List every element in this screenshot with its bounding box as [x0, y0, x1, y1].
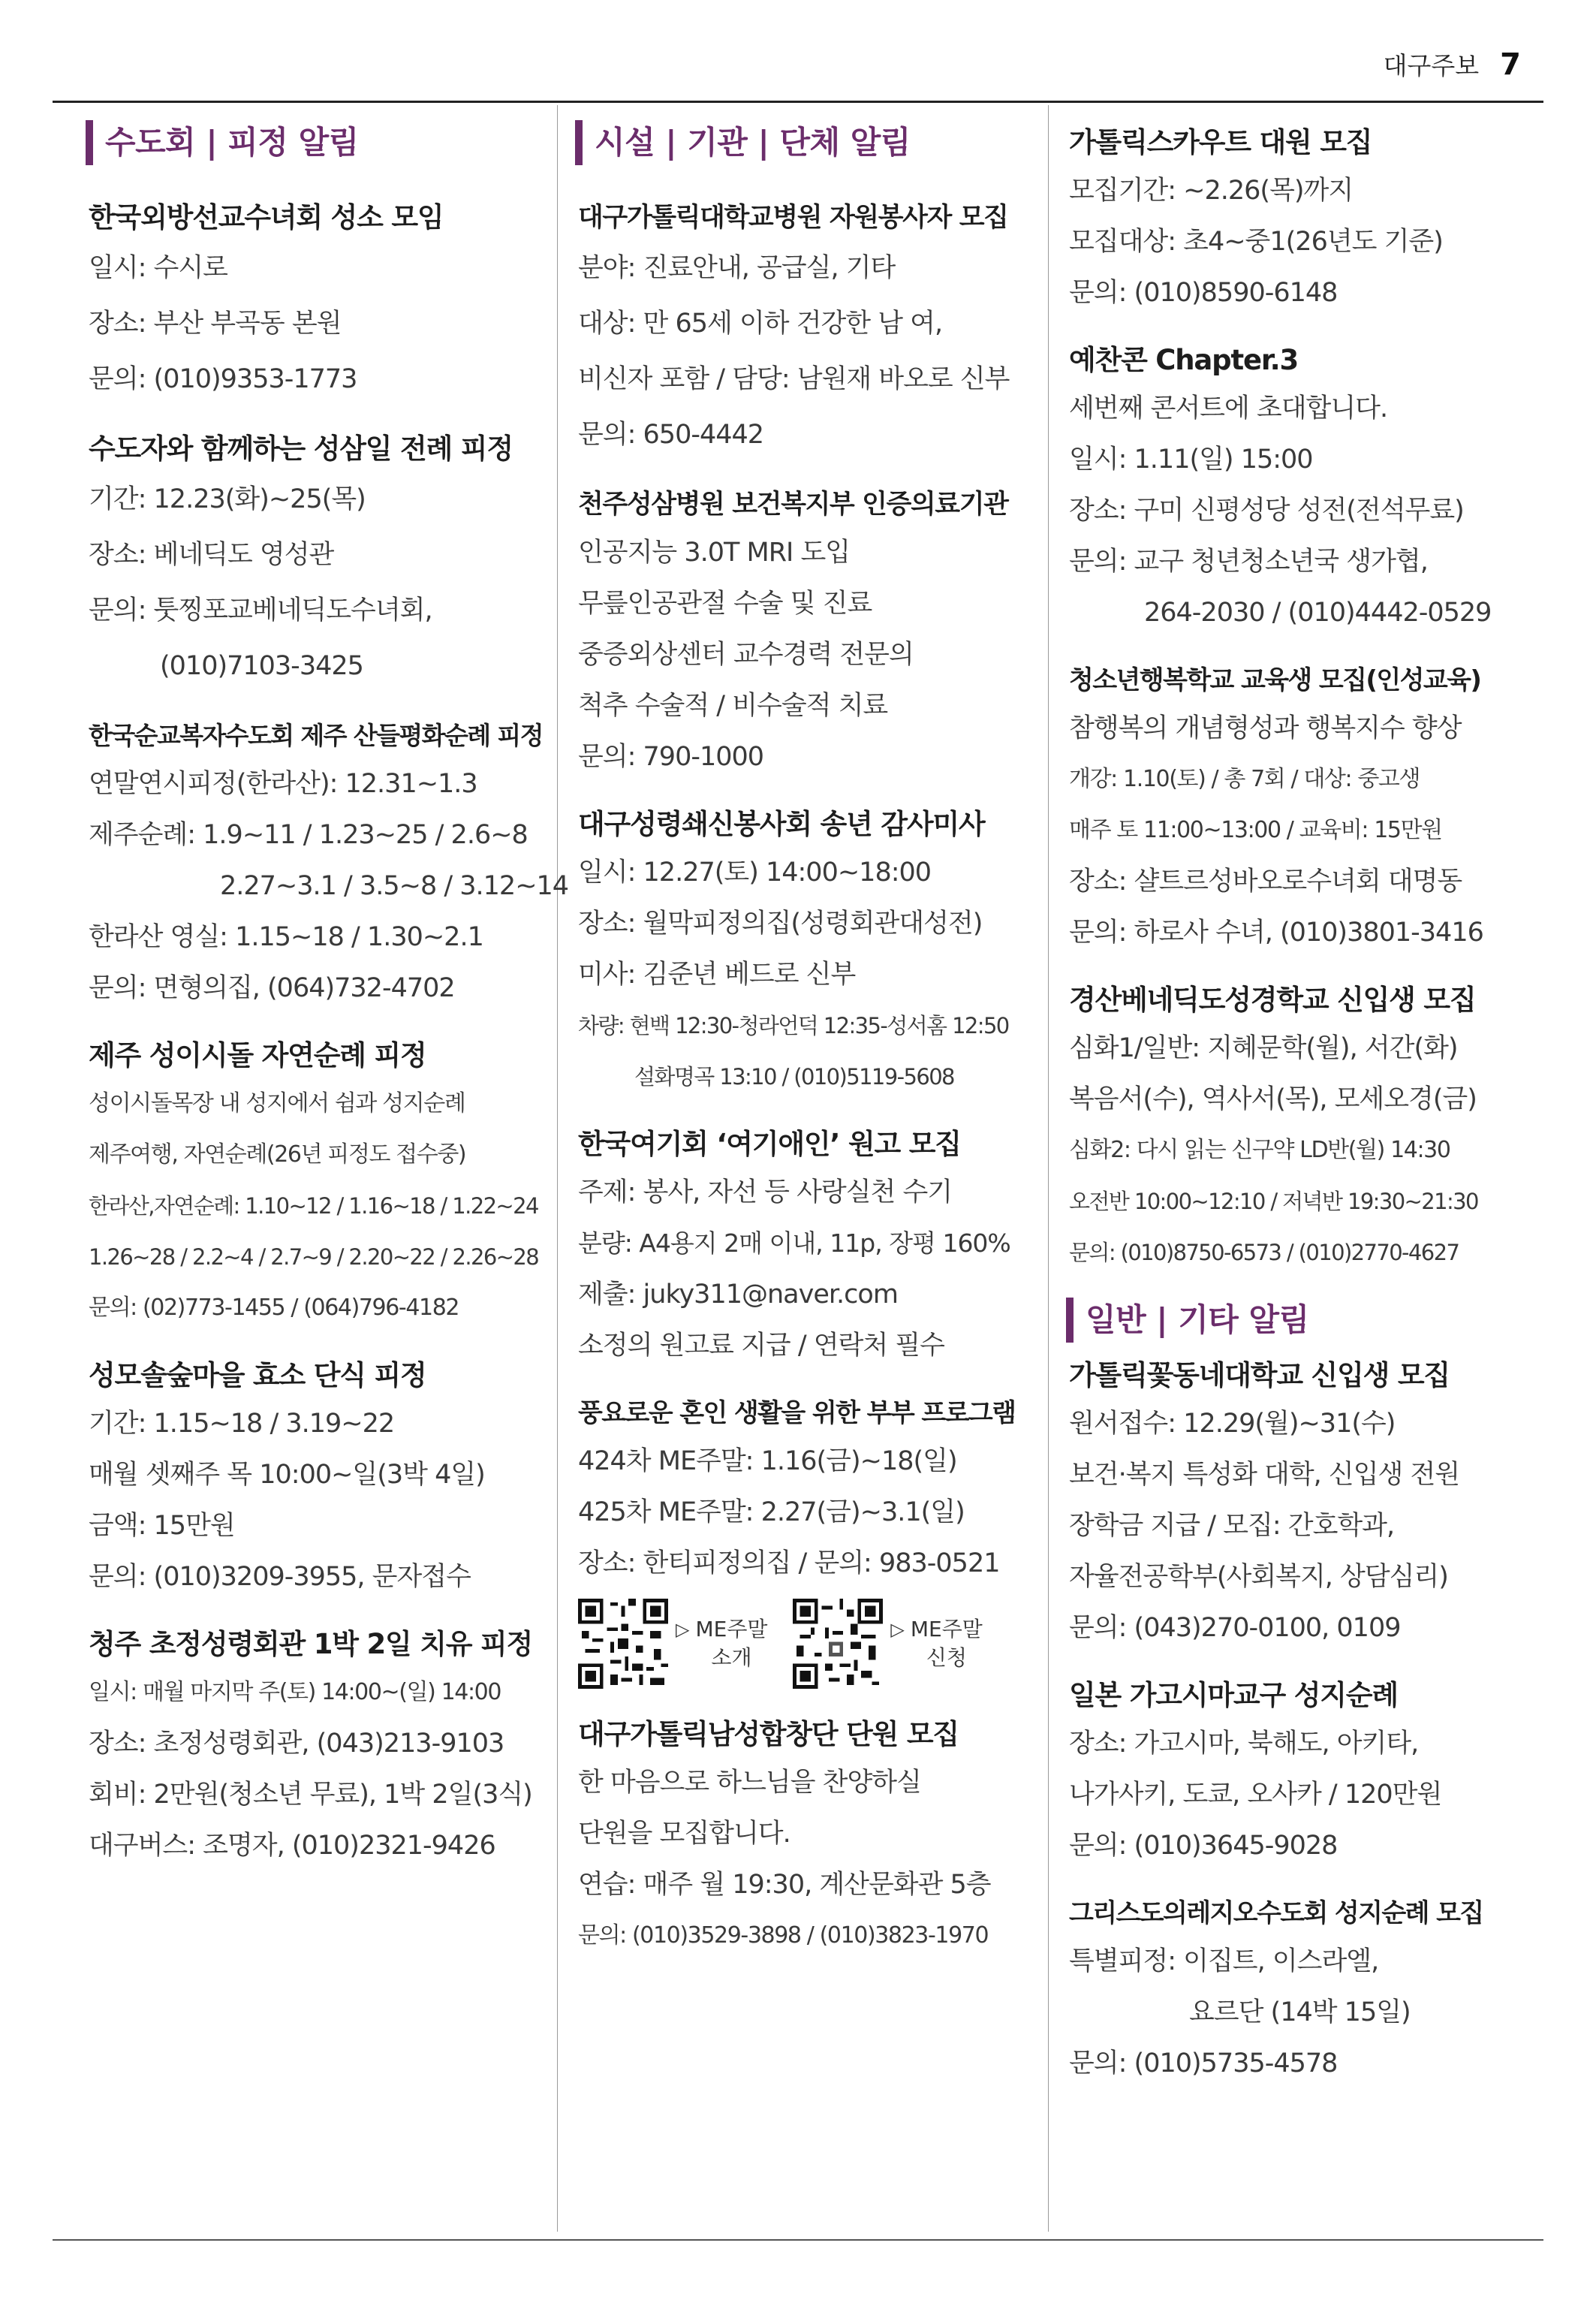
notice-title: 가톨릭스카우트 대원 모집: [1069, 126, 1372, 158]
notice-line: (010)7103-3425: [160, 651, 363, 681]
notice-item: [89, 1353, 539, 1602]
notice-item: [578, 1122, 1028, 1371]
section-heading: 시설 | 기관 | 단체 알림: [575, 120, 1028, 165]
triangle-right-icon: ▷: [676, 1619, 690, 1640]
notice-line: 일시: 12.27(토) 14:00~18:00: [578, 858, 932, 888]
notice-line: 소정의 원고료 지급 / 연락처 필수: [578, 1331, 944, 1361]
qr-label-line: ME주말: [695, 1617, 768, 1641]
notice-line: 참행복의 개념형성과 행복지수 향상: [1069, 713, 1462, 743]
notice-line: 일시: 1.11(일) 15:00: [1069, 445, 1313, 475]
notice-title: 한국여기회 ‘여기애인’ 원고 모집: [578, 1128, 961, 1160]
notice-line: 425차 ME주말: 2.27(금)~3.1(일): [578, 1497, 965, 1527]
column-general: [1069, 120, 1549, 2089]
notice-line: 복음서(수), 역사서(목), 모세오경(금): [1069, 1084, 1477, 1114]
qr-label: [890, 1615, 982, 1672]
notice-item: [89, 427, 539, 694]
notice-line: 매월 셋째주 목 10:00~일(3박 4일): [89, 1460, 485, 1490]
notice-line: 문의: 툿찡포교베네딕도수녀회,: [89, 595, 432, 625]
notice-line: 문의: (010)5735-4578: [1069, 2048, 1338, 2078]
notice-line: 인공지능 3.0T MRI 도입: [578, 538, 851, 568]
notice-line: 자율전공학부(사회복지, 상담심리): [1069, 1562, 1448, 1592]
notice-item: [1069, 120, 1549, 318]
notice-item: [89, 713, 569, 1014]
qr-label: [676, 1615, 767, 1672]
notice-line: 장소: 월막피정의집(성령회관대성전): [578, 909, 983, 939]
bottom-rule: [53, 2239, 1543, 2241]
notice-line: 대상: 만 65세 이하 건강한 남 여,: [578, 309, 943, 339]
column-retreats: [89, 120, 569, 1871]
notice-line: 주제: 봉사, 자선 등 사랑실천 수기: [578, 1177, 953, 1207]
notice-line: 원서접수: 12.29(월)~31(수): [1069, 1409, 1396, 1439]
notice-line: 심화2: 다시 읽는 신구약 LD반(월) 14:30: [1069, 1137, 1450, 1163]
notice-item: [578, 482, 1028, 782]
notice-line: 424차 ME주말: 1.16(금)~18(일): [578, 1446, 957, 1476]
notice-line: 단원을 모집합니다.: [578, 1819, 790, 1849]
qr-row: [578, 1595, 1028, 1693]
notice-line: 설화명곡 13:10 / (010)5119-5608: [634, 1064, 954, 1090]
notice-line: 한라산 영실: 1.15~18 / 1.30~2.1: [89, 922, 483, 952]
notice-line: 기간: 1.15~18 / 3.19~22: [89, 1409, 395, 1439]
notice-line: 무릎인공관절 수술 및 진료: [578, 589, 872, 619]
notice-line: 모집기간: ~2.26(목)까지: [1069, 176, 1354, 206]
notice-line: 문의: 면형의집, (064)732-4702: [89, 973, 455, 1003]
notice-line: 장소: 한티피정의집 / 문의: 983-0521: [578, 1548, 1000, 1578]
notice-item: [89, 1033, 539, 1334]
notice-title: 수도자와 함께하는 성삼일 전례 피정: [89, 433, 513, 465]
notice-item: [1069, 658, 1549, 958]
column-divider: [1048, 105, 1049, 2232]
notice-title: 제주 성이시돌 자연순례 피정: [89, 1039, 426, 1072]
notice-line: 금액: 15만원: [89, 1511, 235, 1541]
notice-line: 일시: 수시로: [89, 253, 227, 283]
notice-line: 한 마음으로 하느님을 찬양하실: [578, 1768, 921, 1798]
page-header: [1384, 47, 1521, 92]
notice-line: 문의: 650-4442: [578, 420, 764, 450]
notice-line: 개강: 1.10(토) / 총 7회 / 대상: 중고생: [1069, 766, 1420, 792]
notice-line: 문의: 790-1000: [578, 742, 764, 772]
page-number: 7: [1500, 47, 1521, 82]
notice-title: 한국순교복자수도회 제주 산들평화순례 피정: [89, 721, 543, 750]
notice-line: 보건·복지 특성화 대학, 신입생 전원: [1069, 1460, 1460, 1490]
notice-line: 기간: 12.23(화)~25(목): [89, 484, 366, 514]
notice-line: 문의: (043)270-0100, 0109: [1069, 1613, 1401, 1643]
notice-item: [578, 1712, 1028, 1961]
column-divider: [557, 105, 558, 2232]
notice-line: 장소: 가고시마, 북해도, 아키타,: [1069, 1729, 1419, 1759]
notice-line: 오전반 10:00~12:10 / 저녁반 19:30~21:30: [1069, 1189, 1478, 1214]
notice-title: 일본 가고시마교구 성지순례: [1069, 1679, 1398, 1711]
notice-line: 2.27~3.1 / 3.5~8 / 3.12~14: [220, 871, 569, 901]
notice-item: [578, 1391, 1028, 1693]
notice-line: 중증외상센터 교수경력 전문의: [578, 640, 914, 670]
notice-title: 경산베네딕도성경학교 신입생 모집: [1069, 984, 1476, 1016]
notice-line: 특별피정: 이집트, 이스라엘,: [1069, 1946, 1379, 1976]
notice-line: 일시: 매월 마지막 주(토) 14:00~(일) 14:00: [89, 1679, 501, 1705]
notice-line: 나가사키, 도쿄, 오사카 / 120만원: [1069, 1780, 1442, 1810]
notice-line: 장학금 지급 / 모집: 간호학과,: [1069, 1511, 1395, 1541]
section-heading: 일반 | 기타 알림: [1066, 1298, 1549, 1343]
notice-line: 제출: juky311@naver.com: [578, 1280, 898, 1310]
notice-item: [578, 195, 1028, 463]
notice-item: [1069, 1353, 1549, 1653]
notice-item: [1069, 338, 1549, 638]
notice-line: 비신자 포함 / 담당: 남원재 바오로 신부: [578, 364, 1010, 394]
notice-title: 청소년행복학교 교육생 모집(인성교육): [1069, 665, 1481, 695]
notice-title: 청주 초정성령회관 1박 2일 치유 피정: [89, 1628, 533, 1660]
notice-line: 문의: (010)9353-1773: [89, 364, 357, 394]
top-rule: [53, 101, 1543, 103]
notice-line: 문의: (02)773-1455 / (064)796-4182: [89, 1295, 459, 1321]
triangle-right-icon: ▷: [890, 1619, 905, 1640]
notice-line: 분량: A4용지 2매 이내, 11p, 장평 160%: [578, 1228, 1010, 1258]
notice-line: 분야: 진료안내, 공급실, 기타: [578, 253, 896, 283]
notice-line: 회비: 2만원(청소년 무료), 1박 2일(3식): [89, 1780, 532, 1810]
notice-line: 매주 토 11:00~13:00 / 교육비: 15만원: [1069, 817, 1442, 843]
notice-line: 척추 수술적 / 비수술적 치료: [578, 691, 888, 721]
qr-code[interactable]: [578, 1599, 668, 1689]
notice-line: 264-2030 / (010)4442-0529: [1144, 598, 1492, 628]
section-heading: 수도회 | 피정 알림: [86, 120, 539, 165]
notice-line: 세번째 콘서트에 초대합니다.: [1069, 393, 1388, 424]
notice-line: 1.26~28 / 2.2~4 / 2.7~9 / 2.20~22 / 2.26~28: [89, 1244, 539, 1270]
notice-line: 연말연시피정(한라산): 12.31~1.3: [89, 769, 477, 799]
notice-line: 대구버스: 조명자, (010)2321-9426: [89, 1831, 495, 1861]
notice-line: 제주순례: 1.9~11 / 1.23~25 / 2.6~8: [89, 820, 528, 850]
qr-label-line: 신청: [926, 1645, 967, 1670]
notice-title: 그리스도의레지오수도회 성지순례 모집: [1069, 1898, 1483, 1928]
notice-title: 성모솔숲마을 효소 단식 피정: [89, 1359, 426, 1391]
notice-item: [1069, 978, 1549, 1278]
notice-line: 장소: 구미 신평성당 성전(전석무료): [1069, 496, 1464, 526]
qr-label-line: ME주말: [910, 1617, 983, 1641]
notice-line: 문의: (010)3645-9028: [1069, 1831, 1338, 1861]
notice-line: 장소: 베네딕도 영성관: [89, 540, 334, 570]
notice-item: [89, 1622, 539, 1871]
publication-name: 대구주보: [1383, 51, 1480, 80]
qr-label-line: 소개: [711, 1645, 752, 1670]
notice-line: 문의: (010)8590-6148: [1069, 278, 1338, 308]
notice-title: 천주성삼병원 보건복지부 인증의료기관: [578, 490, 1008, 520]
notice-title: 대구가톨릭남성합창단 단원 모집: [578, 1718, 959, 1750]
notice-item: [578, 802, 1028, 1102]
notice-title: 대구가톨릭대학교병원 자원봉사자 모집: [578, 203, 1008, 233]
notice-item: [1069, 1673, 1549, 1871]
notice-item: [89, 195, 539, 407]
notice-line: 모집대상: 초4~중1(26년도 기준): [1069, 227, 1443, 257]
notice-line: 문의: (010)3529-3898 / (010)3823-1970: [578, 1922, 989, 1949]
notice-title: 가톨릭꽃동네대학교 신입생 모집: [1069, 1359, 1450, 1391]
notice-line: 미사: 김준년 베드로 신부: [578, 960, 856, 990]
notice-line: 연습: 매주 월 19:30, 계산문화관 5층: [578, 1870, 991, 1900]
column-institutions: [578, 120, 1028, 1961]
notice-line: 장소: 초정성령회관, (043)213-9103: [89, 1729, 504, 1759]
notice-line: 차량: 현백 12:30-청라언덕 12:35-성서홈 12:50: [578, 1013, 1009, 1038]
notice-title: 예찬콘 Chapter.3: [1069, 344, 1299, 376]
notice-line: 제주여행, 자연순례(26년 피정도 접수중): [89, 1141, 466, 1168]
notice-item: [1069, 1891, 1549, 2089]
notice-line: 장소: 샬트르성바오로수녀회 대명동: [1069, 867, 1462, 897]
notice-title: 대구성령쇄신봉사회 송년 감사미사: [578, 808, 985, 840]
notice-line: 문의: 교구 청년청소년국 생가협,: [1069, 547, 1428, 577]
notice-line: 장소: 부산 부곡동 본원: [89, 309, 342, 339]
qr-code[interactable]: [793, 1599, 883, 1689]
notice-line: 문의: 하로사 수녀, (010)3801-3416: [1069, 918, 1483, 948]
notice-line: 문의: (010)8750-6573 / (010)2770-4627: [1069, 1240, 1459, 1265]
notice-line: 요르단 (14박 15일): [1189, 1997, 1411, 2027]
notice-line: 문의: (010)3209-3955, 문자접수: [89, 1562, 471, 1592]
notice-line: 성이시돌목장 내 성지에서 쉼과 성지순례: [89, 1090, 465, 1117]
notice-line: 심화1/일반: 지혜문학(월), 서간(화): [1069, 1033, 1458, 1063]
notice-title: 한국외방선교수녀회 성소 모임: [89, 201, 444, 234]
notice-line: 한라산,자연순례: 1.10~12 / 1.16~18 / 1.22~24: [89, 1193, 538, 1219]
notice-title: 풍요로운 혼인 생활을 위한 부부 프로그램: [578, 1398, 1016, 1428]
